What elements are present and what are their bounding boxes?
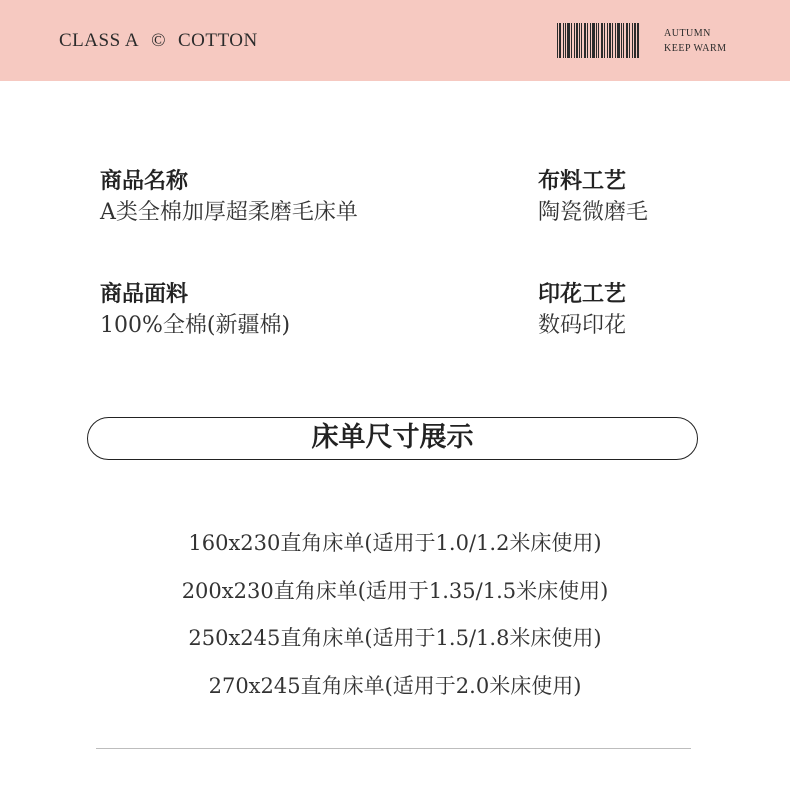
fabric-craft-label: 布料工艺	[538, 168, 627, 194]
size-item: 250x245直角床单(适用于1.5/1.8米床使用)	[188, 626, 602, 650]
size-list	[0, 520, 790, 710]
brand-right: COTTON	[178, 30, 258, 51]
fabric-craft-block	[538, 166, 648, 230]
copyright-icon: ©	[151, 30, 166, 51]
bottom-divider	[96, 748, 691, 749]
header-banner	[0, 0, 790, 81]
tag-line-keep-warm: KEEP WARM	[664, 43, 727, 54]
brand-left: CLASS A	[59, 30, 140, 51]
section-title: 床单尺寸展示	[311, 422, 474, 453]
fabric-material-label: 商品面料	[100, 281, 189, 307]
product-name-block	[100, 166, 358, 230]
size-item: 160x230直角床单(适用于1.0/1.2米床使用)	[188, 531, 602, 555]
season-tag	[664, 26, 727, 56]
tag-line-autumn: AUTUMN	[664, 28, 711, 39]
product-name-value: A类全棉加厚超柔磨毛床单	[100, 200, 358, 225]
section-title-pill	[87, 417, 698, 460]
size-item: 200x230直角床单(适用于1.35/1.5米床使用)	[181, 578, 609, 603]
size-item: 270x245直角床单(适用于2.0米床使用)	[208, 673, 582, 698]
fabric-material-value: 100%全棉(新疆棉)	[100, 313, 291, 338]
fabric-craft-value: 陶瓷微磨毛	[538, 200, 649, 225]
fabric-material-block	[100, 279, 290, 343]
product-name-label: 商品名称	[100, 168, 189, 194]
print-craft-label: 印花工艺	[538, 281, 627, 307]
barcode-icon	[557, 23, 639, 58]
brand-logo	[59, 30, 258, 52]
print-craft-block	[538, 279, 626, 343]
print-craft-value: 数码印花	[538, 313, 627, 338]
